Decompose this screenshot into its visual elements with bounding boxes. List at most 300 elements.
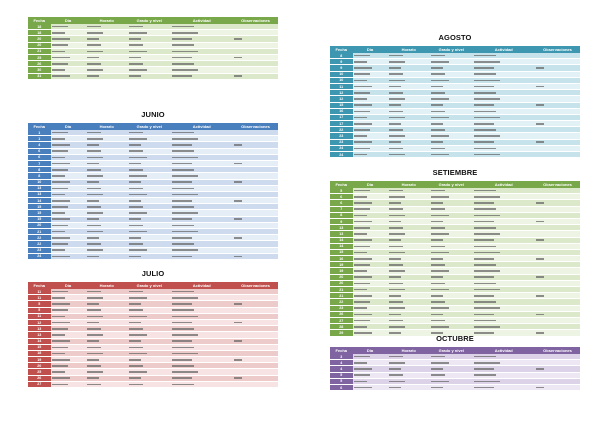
illegible-text bbox=[172, 291, 194, 293]
illegible-text bbox=[389, 190, 403, 192]
illegible-text bbox=[129, 322, 141, 324]
illegible-text bbox=[129, 32, 147, 34]
row-date: 9 bbox=[330, 65, 353, 71]
illegible-text bbox=[536, 239, 544, 241]
illegible-text bbox=[52, 26, 68, 28]
row-date: 21 bbox=[330, 287, 353, 293]
row-cell-observaciones bbox=[233, 253, 278, 259]
illegible-text bbox=[172, 377, 192, 379]
row-date: 22 bbox=[28, 241, 51, 247]
column-header-observaciones: Observaciones bbox=[233, 17, 278, 24]
column-header-observaciones: Observaciones bbox=[535, 181, 580, 188]
illegible-text bbox=[431, 252, 449, 254]
illegible-text bbox=[354, 92, 370, 94]
illegible-text bbox=[129, 150, 143, 152]
illegible-text bbox=[52, 75, 70, 77]
row-date: 4 bbox=[330, 360, 353, 366]
illegible-text bbox=[172, 347, 194, 349]
column-header-actividad: Actividad bbox=[473, 347, 536, 354]
illegible-text bbox=[431, 111, 445, 113]
illegible-text bbox=[474, 326, 500, 328]
column-header-grado: Grado y nivel bbox=[128, 17, 171, 24]
illegible-text bbox=[431, 98, 449, 100]
illegible-text bbox=[129, 309, 143, 311]
illegible-text bbox=[129, 256, 141, 258]
row-date: 8 bbox=[28, 173, 51, 179]
illegible-text bbox=[389, 141, 401, 143]
illegible-text bbox=[431, 356, 445, 358]
illegible-text bbox=[431, 123, 443, 125]
illegible-text bbox=[129, 200, 141, 202]
row-date: 5 bbox=[330, 188, 353, 194]
illegible-text bbox=[52, 181, 70, 183]
row-date: 20 bbox=[330, 274, 353, 280]
illegible-text bbox=[87, 206, 101, 208]
illegible-text bbox=[172, 157, 198, 159]
illegible-text bbox=[129, 138, 147, 140]
illegible-text bbox=[172, 365, 194, 367]
illegible-text bbox=[172, 237, 192, 239]
illegible-text bbox=[474, 283, 496, 285]
row-date: 26 bbox=[28, 61, 51, 67]
illegible-text bbox=[431, 239, 443, 241]
row-date: 22 bbox=[330, 299, 353, 305]
illegible-text bbox=[389, 276, 401, 278]
illegible-text bbox=[389, 117, 405, 119]
illegible-text bbox=[431, 368, 443, 370]
illegible-text bbox=[354, 289, 367, 291]
illegible-text bbox=[354, 246, 370, 248]
month-title-junio: JUNIO bbox=[141, 110, 165, 119]
column-header-grado: Grado y nivel bbox=[430, 46, 473, 53]
illegible-text bbox=[129, 169, 143, 171]
month-title-julio: JULIO bbox=[141, 269, 165, 278]
illegible-text bbox=[52, 237, 70, 239]
table-row bbox=[28, 73, 278, 79]
illegible-text bbox=[354, 135, 367, 137]
illegible-text bbox=[129, 359, 141, 361]
illegible-text bbox=[389, 111, 403, 113]
illegible-text bbox=[474, 154, 500, 156]
row-cell-dia bbox=[353, 384, 388, 390]
row-date: 22 bbox=[28, 235, 51, 241]
column-header-actividad: Actividad bbox=[171, 17, 234, 24]
illegible-text bbox=[389, 73, 403, 75]
illegible-text bbox=[172, 316, 198, 318]
illegible-text bbox=[431, 320, 445, 322]
row-cell-grado bbox=[430, 152, 473, 158]
illegible-text bbox=[52, 69, 65, 71]
illegible-text bbox=[474, 276, 494, 278]
column-header-grado: Grado y nivel bbox=[430, 347, 473, 354]
illegible-text bbox=[234, 359, 242, 361]
illegible-text bbox=[431, 190, 445, 192]
illegible-text bbox=[52, 328, 68, 330]
row-date: 10 bbox=[330, 77, 353, 83]
row-date: 6 bbox=[330, 384, 353, 390]
illegible-text bbox=[129, 26, 143, 28]
column-header-fecha: Fecha bbox=[330, 347, 353, 354]
illegible-text bbox=[431, 374, 445, 376]
illegible-text bbox=[354, 221, 372, 223]
illegible-text bbox=[431, 326, 449, 328]
illegible-text bbox=[536, 387, 544, 389]
illegible-text bbox=[234, 57, 242, 59]
illegible-text bbox=[52, 243, 68, 245]
row-date: 23 bbox=[330, 139, 353, 145]
illegible-text bbox=[87, 365, 101, 367]
illegible-text bbox=[354, 215, 367, 217]
illegible-text bbox=[474, 387, 494, 389]
illegible-text bbox=[52, 51, 65, 53]
illegible-text bbox=[87, 297, 103, 299]
illegible-text bbox=[172, 249, 198, 251]
illegible-text bbox=[474, 270, 500, 272]
illegible-text bbox=[474, 374, 496, 376]
illegible-text bbox=[234, 218, 242, 220]
illegible-text bbox=[52, 163, 70, 165]
illegible-text bbox=[389, 129, 403, 131]
illegible-text bbox=[87, 353, 103, 355]
illegible-text bbox=[129, 175, 147, 177]
illegible-text bbox=[87, 322, 99, 324]
illegible-text bbox=[389, 362, 405, 364]
column-header-dia: Día bbox=[51, 282, 86, 289]
schedule-block-julio bbox=[28, 269, 278, 399]
illegible-text bbox=[87, 32, 103, 34]
row-date: 8 bbox=[28, 167, 51, 173]
row-date: 24 bbox=[28, 253, 51, 259]
illegible-text bbox=[234, 38, 242, 40]
illegible-text bbox=[389, 208, 403, 210]
column-header-actividad: Actividad bbox=[171, 123, 234, 130]
illegible-text bbox=[474, 362, 500, 364]
column-header-horario: Horario bbox=[86, 123, 129, 130]
illegible-text bbox=[354, 368, 372, 370]
illegible-text bbox=[52, 371, 65, 373]
illegible-text bbox=[87, 256, 99, 258]
illegible-text bbox=[431, 117, 449, 119]
row-cell-observaciones bbox=[535, 152, 580, 158]
illegible-text bbox=[389, 258, 401, 260]
row-date: 23 bbox=[330, 305, 353, 311]
column-header-fecha: Fecha bbox=[28, 17, 51, 24]
illegible-text bbox=[389, 307, 405, 309]
illegible-text bbox=[354, 141, 372, 143]
illegible-text bbox=[354, 227, 370, 229]
illegible-text bbox=[52, 32, 65, 34]
row-date: 12 bbox=[28, 319, 51, 325]
illegible-text bbox=[354, 129, 370, 131]
illegible-text bbox=[234, 377, 242, 379]
illegible-text bbox=[354, 283, 370, 285]
row-date: 9 bbox=[330, 59, 353, 65]
column-header-fecha: Fecha bbox=[28, 123, 51, 130]
illegible-text bbox=[87, 371, 103, 373]
table-row bbox=[330, 384, 580, 390]
illegible-text bbox=[474, 246, 496, 248]
row-cell-grado bbox=[128, 381, 171, 387]
illegible-text bbox=[172, 138, 198, 140]
illegible-text bbox=[389, 301, 403, 303]
illegible-text bbox=[354, 208, 370, 210]
illegible-text bbox=[389, 123, 401, 125]
illegible-text bbox=[354, 239, 372, 241]
row-date: 6 bbox=[28, 148, 51, 154]
illegible-text bbox=[354, 80, 367, 82]
row-date: 10 bbox=[28, 179, 51, 185]
illegible-text bbox=[431, 289, 449, 291]
illegible-text bbox=[474, 117, 500, 119]
schedule-table-julio bbox=[28, 282, 278, 388]
illegible-text bbox=[354, 326, 367, 328]
row-date: 26 bbox=[330, 311, 353, 317]
column-header-actividad: Actividad bbox=[171, 282, 234, 289]
illegible-text bbox=[474, 289, 500, 291]
illegible-text bbox=[172, 225, 194, 227]
illegible-text bbox=[52, 169, 68, 171]
illegible-text bbox=[172, 188, 194, 190]
illegible-text bbox=[87, 188, 101, 190]
illegible-text bbox=[52, 212, 65, 214]
illegible-text bbox=[87, 132, 101, 134]
illegible-text bbox=[172, 44, 194, 46]
row-date: 20 bbox=[28, 42, 51, 48]
illegible-text bbox=[354, 154, 367, 156]
illegible-text bbox=[172, 132, 194, 134]
illegible-text bbox=[172, 26, 194, 28]
illegible-text bbox=[129, 163, 141, 165]
month-title-agosto: AGOSTO bbox=[438, 33, 472, 42]
illegible-text bbox=[389, 368, 401, 370]
illegible-text bbox=[129, 38, 141, 40]
row-date: 11 bbox=[28, 295, 51, 301]
illegible-text bbox=[129, 69, 147, 71]
illegible-text bbox=[52, 188, 68, 190]
illegible-text bbox=[536, 104, 544, 106]
illegible-text bbox=[474, 73, 496, 75]
row-date: 27 bbox=[330, 317, 353, 323]
illegible-text bbox=[87, 163, 99, 165]
illegible-text bbox=[389, 246, 403, 248]
illegible-text bbox=[129, 340, 141, 342]
illegible-text bbox=[172, 206, 194, 208]
illegible-text bbox=[431, 80, 449, 82]
row-cell-dia bbox=[51, 253, 86, 259]
illegible-text bbox=[354, 252, 367, 254]
row-cell-actividad bbox=[171, 73, 234, 79]
illegible-text bbox=[87, 243, 101, 245]
row-date: 14 bbox=[28, 198, 51, 204]
illegible-text bbox=[474, 239, 494, 241]
illegible-text bbox=[474, 61, 500, 63]
illegible-text bbox=[536, 86, 544, 88]
illegible-text bbox=[474, 264, 496, 266]
illegible-text bbox=[172, 175, 198, 177]
row-cell-observaciones bbox=[233, 381, 278, 387]
illegible-text bbox=[52, 206, 68, 208]
illegible-text bbox=[389, 295, 401, 297]
schedule-block-setiembre bbox=[330, 168, 580, 335]
illegible-text bbox=[172, 169, 194, 171]
schedule-block-agosto bbox=[330, 33, 580, 163]
illegible-text bbox=[129, 316, 147, 318]
illegible-text bbox=[172, 38, 192, 40]
table-header-row bbox=[330, 181, 580, 188]
illegible-text bbox=[129, 231, 147, 233]
illegible-text bbox=[87, 218, 99, 220]
illegible-text bbox=[474, 307, 500, 309]
row-cell-dia bbox=[51, 381, 86, 387]
illegible-text bbox=[52, 297, 65, 299]
illegible-text bbox=[536, 67, 544, 69]
illegible-text bbox=[87, 63, 101, 65]
row-date: 14 bbox=[28, 338, 51, 344]
illegible-text bbox=[87, 291, 101, 293]
row-date: 16 bbox=[330, 108, 353, 114]
illegible-text bbox=[234, 181, 242, 183]
illegible-text bbox=[234, 303, 242, 305]
illegible-text bbox=[431, 129, 445, 131]
illegible-text bbox=[474, 381, 500, 383]
schedule-table-setiembre bbox=[330, 181, 580, 337]
illegible-text bbox=[129, 57, 141, 59]
row-date: 8 bbox=[330, 212, 353, 218]
illegible-text bbox=[172, 75, 192, 77]
illegible-text bbox=[389, 233, 405, 235]
row-date: 18 bbox=[28, 24, 51, 30]
column-header-observaciones: Observaciones bbox=[535, 347, 580, 354]
row-date: 21 bbox=[28, 229, 51, 235]
illegible-text bbox=[129, 237, 141, 239]
illegible-text bbox=[389, 252, 405, 254]
row-cell-horario bbox=[388, 152, 431, 158]
illegible-text bbox=[389, 196, 405, 198]
illegible-text bbox=[536, 276, 544, 278]
illegible-text bbox=[87, 194, 103, 196]
illegible-text bbox=[87, 328, 101, 330]
illegible-text bbox=[87, 175, 103, 177]
illegible-text bbox=[172, 231, 198, 233]
illegible-text bbox=[52, 384, 68, 386]
illegible-text bbox=[52, 377, 70, 379]
illegible-text bbox=[234, 200, 242, 202]
row-date: 6 bbox=[28, 154, 51, 160]
illegible-text bbox=[431, 86, 443, 88]
illegible-text bbox=[354, 148, 370, 150]
column-header-dia: Día bbox=[353, 347, 388, 354]
illegible-text bbox=[234, 75, 242, 77]
illegible-text bbox=[52, 353, 65, 355]
illegible-text bbox=[431, 55, 445, 57]
illegible-text bbox=[431, 196, 449, 198]
illegible-text bbox=[87, 138, 103, 140]
illegible-text bbox=[431, 283, 445, 285]
illegible-text bbox=[129, 371, 147, 373]
illegible-text bbox=[474, 135, 500, 137]
row-date: 3 bbox=[330, 354, 353, 360]
illegible-text bbox=[129, 297, 147, 299]
illegible-text bbox=[431, 264, 445, 266]
column-header-horario: Horario bbox=[86, 282, 129, 289]
row-date: 14 bbox=[330, 237, 353, 243]
column-header-horario: Horario bbox=[388, 347, 431, 354]
illegible-text bbox=[474, 252, 500, 254]
illegible-text bbox=[354, 270, 367, 272]
illegible-text bbox=[52, 249, 65, 251]
row-cell-observaciones bbox=[535, 384, 580, 390]
illegible-text bbox=[87, 303, 99, 305]
illegible-text bbox=[52, 334, 65, 336]
illegible-text bbox=[389, 221, 401, 223]
illegible-text bbox=[474, 301, 496, 303]
illegible-text bbox=[474, 80, 500, 82]
illegible-text bbox=[52, 57, 70, 59]
illegible-text bbox=[52, 194, 65, 196]
row-date: 13 bbox=[330, 225, 353, 231]
row-cell-horario bbox=[86, 253, 129, 259]
column-header-actividad: Actividad bbox=[473, 46, 536, 53]
illegible-text bbox=[172, 328, 194, 330]
illegible-text bbox=[52, 309, 68, 311]
illegible-text bbox=[474, 233, 500, 235]
illegible-text bbox=[389, 92, 403, 94]
illegible-text bbox=[431, 387, 443, 389]
row-date: 30 bbox=[28, 67, 51, 73]
illegible-text bbox=[354, 111, 370, 113]
illegible-text bbox=[354, 190, 370, 192]
illegible-text bbox=[52, 291, 68, 293]
illegible-text bbox=[431, 148, 445, 150]
illegible-text bbox=[87, 75, 99, 77]
illegible-text bbox=[389, 387, 401, 389]
illegible-text bbox=[129, 249, 147, 251]
row-date: 15 bbox=[28, 344, 51, 350]
illegible-text bbox=[172, 181, 192, 183]
illegible-text bbox=[389, 314, 401, 316]
illegible-text bbox=[354, 233, 367, 235]
illegible-text bbox=[234, 144, 242, 146]
illegible-text bbox=[172, 150, 194, 152]
illegible-text bbox=[172, 51, 198, 53]
row-cell-horario bbox=[388, 384, 431, 390]
row-date: 18 bbox=[28, 30, 51, 36]
row-date: 5 bbox=[28, 301, 51, 307]
illegible-text bbox=[474, 141, 494, 143]
illegible-text bbox=[389, 148, 403, 150]
illegible-text bbox=[172, 212, 198, 214]
illegible-text bbox=[431, 215, 449, 217]
row-date: 26 bbox=[28, 375, 51, 381]
row-cell-grado bbox=[128, 73, 171, 79]
illegible-text bbox=[474, 55, 496, 57]
illegible-text bbox=[536, 314, 544, 316]
illegible-text bbox=[431, 270, 449, 272]
illegible-text bbox=[431, 227, 445, 229]
illegible-text bbox=[87, 347, 101, 349]
illegible-text bbox=[129, 218, 141, 220]
illegible-text bbox=[474, 368, 494, 370]
illegible-text bbox=[474, 202, 494, 204]
illegible-text bbox=[474, 221, 494, 223]
row-date: 15 bbox=[28, 204, 51, 210]
row-date: 24 bbox=[330, 152, 353, 158]
illegible-text bbox=[172, 163, 192, 165]
illegible-text bbox=[87, 150, 101, 152]
schedule-block-octubre bbox=[330, 334, 580, 404]
illegible-text bbox=[87, 316, 103, 318]
illegible-text bbox=[474, 123, 494, 125]
